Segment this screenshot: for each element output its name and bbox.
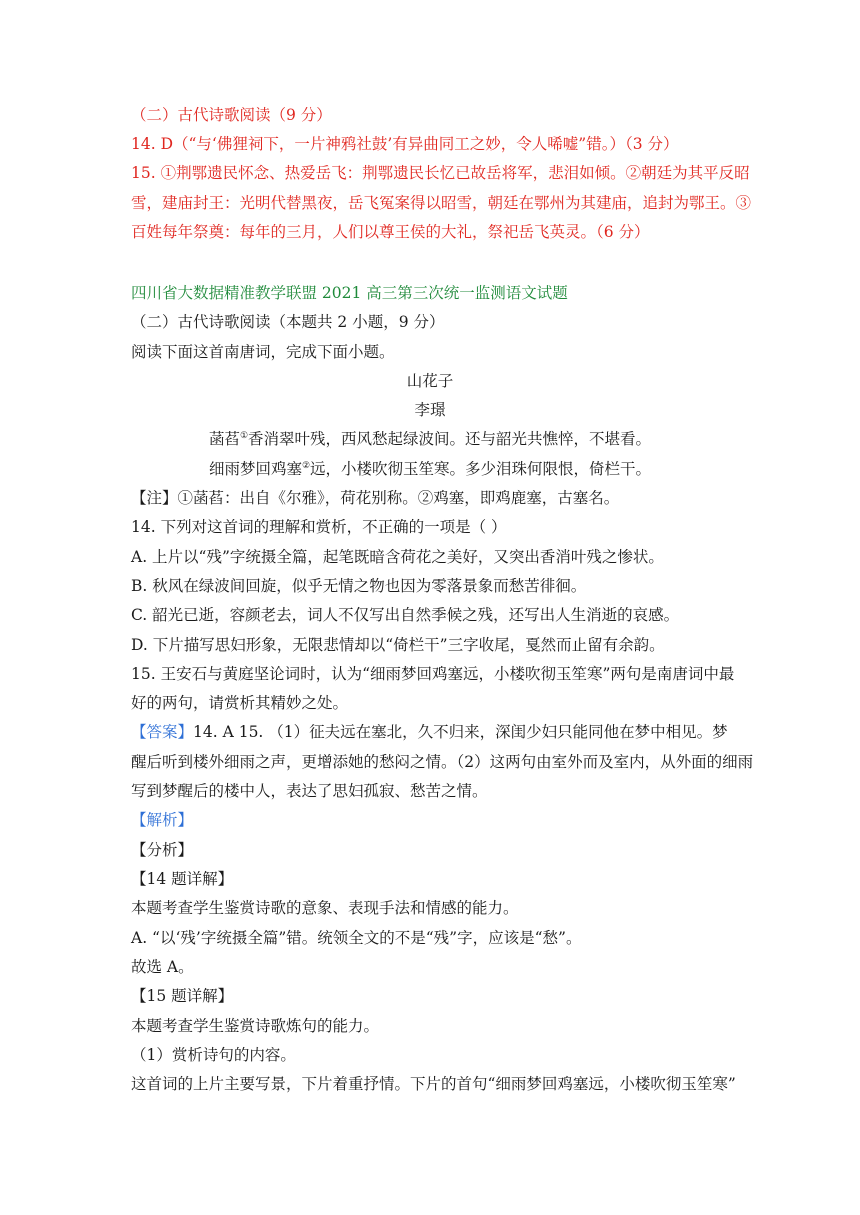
q14-detail-heading: 【14 题详解】 — [131, 870, 234, 888]
answer-q15-line1: 15. ①荆鄂遗民怀念、热爱岳飞：荆鄂遗民长忆已故岳将军，悲泪如倾。②朝廷为其平反昭 — [131, 164, 750, 182]
answers-heading: （二）古代诗歌阅读（9 分） — [131, 106, 332, 124]
answer-line-1: 【答案】14. A 15. （1）征夫远在塞北，久不归来，深闺少妇只能同他在梦中相见。梦 — [131, 723, 728, 741]
instruction: 阅读下面这首南唐词，完成下面小题。 — [131, 343, 395, 361]
q14-detail-p2: A. “以‘残’字统摄全篇”错。统领全文的不是“残”字，应该是“愁”。 — [131, 929, 582, 947]
q15-detail-heading: 【15 题详解】 — [131, 987, 234, 1005]
section-heading: （二）古代诗歌阅读（本题共 2 小题，9 分） — [131, 313, 445, 331]
footnote-mark-2: ② — [301, 460, 311, 471]
poem-line-2: 细雨梦回鸡塞②远，小楼吹彻玉笙寒。多少泪珠何限恨，倚栏干。 — [208, 460, 652, 478]
q15-detail-p2: （1）赏析诗句的内容。 — [131, 1046, 296, 1064]
answer-q14: 14. D（“与‘佛狸祠下，一片神鸦社鼓’有异曲同工之妙，令人唏嘘”错。）（3 分） — [131, 135, 679, 153]
answer-q15-line2: 雪，建庙封王：光明代替黑夜，岳飞冤案得以昭雪，朝廷在鄂州为其建庙，追封为鄂王。③ — [131, 194, 752, 212]
answer-q15-line3: 百姓每年祭奠：每年的三月，人们以尊王侯的大礼，祭祀岳飞英灵。（6 分） — [131, 223, 650, 241]
analysis-tag: 【解析】 — [131, 811, 194, 829]
note-line: 【注】①菡萏：出自《尔雅》，荷花别称。②鸡塞，即鸡鹿塞，古塞名。 — [131, 489, 620, 507]
q15-stem-line1: 15. 王安石与黄庭坚论词时，认为“细雨梦回鸡塞远，小楼吹彻玉笙寒”两句是南唐词中最 — [131, 665, 735, 683]
q15-detail-p1: 本题考查学生鉴赏诗歌炼句的能力。 — [131, 1017, 380, 1035]
q14-detail-p3: 故选 A。 — [131, 958, 194, 976]
answer-tag: 【答案】 — [131, 723, 194, 741]
q14-detail-p1: 本题考查学生鉴赏诗歌的意象、表现手法和情感的能力。 — [131, 899, 519, 917]
poem-title: 山花子 — [406, 372, 454, 390]
q15-stem-line2: 好的两句，请赏析其精妙之处。 — [131, 694, 349, 712]
q14-stem: 14. 下列对这首词的理解和赏析，不正确的一项是（ ） — [131, 518, 507, 536]
q14-option-a: A. 上片以“残”字统摄全篇，起笔既暗含荷花之美好，又突出香消叶残之惨状。 — [131, 548, 664, 566]
q14-option-d: D. 下片描写思妇形象，无限悲情却以“倚栏干”三字收尾，戛然而止留有余韵。 — [131, 636, 665, 654]
footnote-mark-1: ① — [239, 430, 249, 441]
analysis-fenxi: 【分析】 — [131, 841, 194, 859]
q15-detail-p3: 这首词的上片主要写景，下片着重抒情。下片的首句“细雨梦回鸡塞远，小楼吹彻玉笙寒” — [131, 1075, 736, 1093]
q14-option-c: C. 韶光已逝，容颜老去，词人不仅写出自然季候之残，还写出人生消逝的哀感。 — [131, 606, 680, 624]
q14-option-b: B. 秋风在绿波间回旋，似乎无情之物也因为零落景象而愁苦徘徊。 — [131, 577, 587, 595]
poem-line-1: 菡萏①香消翠叶残，西风愁起绿波间。还与韶光共憔悴，不堪看。 — [208, 430, 652, 448]
answer-line-2: 醒后听到楼外细雨之声，更增添她的愁闷之情。（2）这两句由室外而及室内，从外面的细雨 — [131, 753, 754, 771]
source-title: 四川省大数据精准教学联盟 2021 高三第三次统一监测语文试题 — [131, 284, 568, 302]
poem-author: 李璟 — [414, 401, 446, 419]
answer-line-3: 写到梦醒后的楼中人，表达了思妇孤寂、愁苦之情。 — [131, 782, 488, 800]
